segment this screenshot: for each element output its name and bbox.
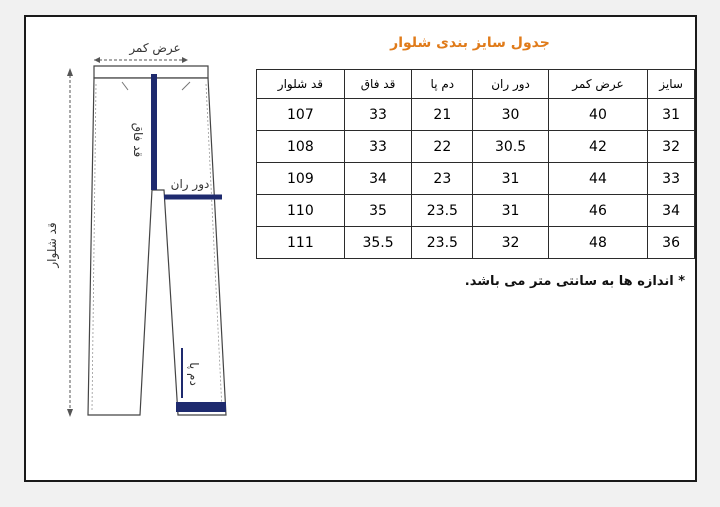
table-cell: 34 (344, 163, 412, 195)
table-cell: 31 (473, 195, 548, 227)
table-cell: 22 (412, 131, 473, 163)
table-cell: 110 (257, 195, 345, 227)
table-cell: 33 (344, 99, 412, 131)
table-cell: 35 (344, 195, 412, 227)
table-row (257, 99, 695, 131)
hem-measure (176, 402, 226, 412)
table-cell: 30 (473, 99, 548, 131)
length-label: قد شلوار (45, 222, 59, 268)
column-header: قد فاق (344, 70, 412, 99)
table-row (257, 163, 695, 195)
table-row (257, 195, 695, 227)
table-cell: 48 (548, 227, 647, 259)
table-cell: 44 (548, 163, 647, 195)
table-header-row (257, 70, 695, 99)
waist-arrow-head (94, 57, 100, 63)
table-row (257, 227, 695, 259)
table-cell: 46 (548, 195, 647, 227)
table-cell: 33 (344, 131, 412, 163)
thigh-label: دور ران (170, 177, 210, 191)
table-cell: 32 (648, 131, 695, 163)
table-cell: 109 (257, 163, 345, 195)
table-cell: 31 (473, 163, 548, 195)
table-cell: 30.5 (473, 131, 548, 163)
table-cell: 33 (648, 163, 695, 195)
length-arrow-head (67, 409, 73, 417)
table-cell: 23 (412, 163, 473, 195)
table-cell: 35.5 (344, 227, 412, 259)
table-cell: 107 (257, 99, 345, 131)
column-header: دور ران (473, 70, 548, 99)
table-row (257, 131, 695, 163)
table-cell: 36 (648, 227, 695, 259)
column-header: دم پا (412, 70, 473, 99)
table-cell: 31 (648, 99, 695, 131)
table-cell: 108 (257, 131, 345, 163)
pants-diagram (30, 30, 260, 430)
waist-label: عرض کمر (129, 41, 181, 55)
column-header: قد شلوار (257, 70, 345, 99)
table-cell: 111 (257, 227, 345, 259)
table-cell: 42 (548, 131, 647, 163)
unit-note: * اندازه ها به سانتی متر می باشد. (464, 274, 685, 289)
table-cell: 32 (473, 227, 548, 259)
table-cell: 34 (648, 195, 695, 227)
waist-arrow-head (182, 57, 188, 63)
page-title: جدول سایز بندی شلوار (390, 35, 550, 51)
length-arrow-head (67, 68, 73, 76)
table-cell: 40 (548, 99, 647, 131)
hem-label: دم پا (187, 362, 201, 386)
table-cell: 23.5 (412, 195, 473, 227)
table-cell: 23.5 (412, 227, 473, 259)
column-header: عرض کمر (548, 70, 647, 99)
table-cell: 21 (412, 99, 473, 131)
rise-label: قد فاق (131, 122, 145, 158)
column-header: سایز (648, 70, 695, 99)
size-table (256, 69, 695, 259)
